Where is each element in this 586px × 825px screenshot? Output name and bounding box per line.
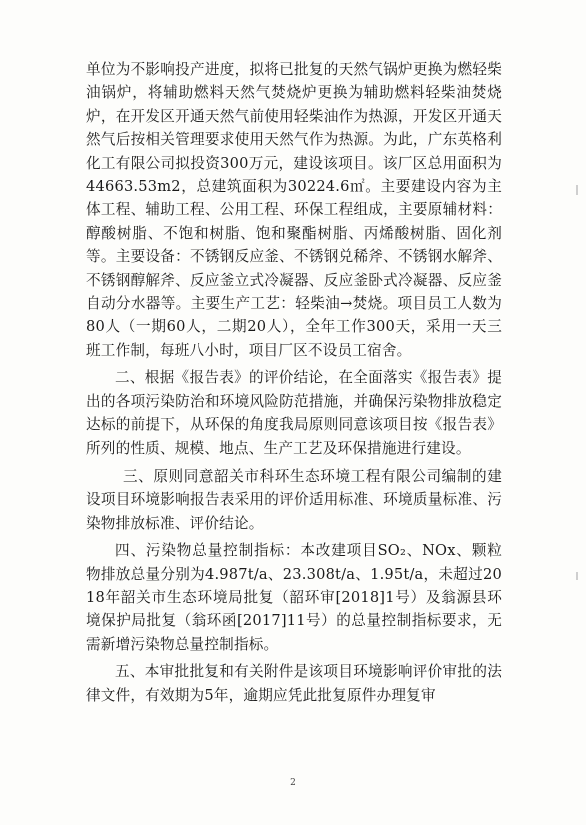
scan-artifact [576, 185, 578, 195]
paragraph-section-2: 二、根据《报告表》的评价结论，在全面落实《报告表》提出的各项污染防治和环境风险防范措施，并确保污染物排放稳定达标的前提下，从环保的角度我局原则同意该项目按《报告表》所列的性质、规模、地点、生产工艺及环保措施进行建设。 [86, 369, 502, 457]
page-number: 2 [290, 778, 296, 788]
paragraph-continued: 单位为不影响投产进度，拟将已批复的天然气锅炉更换为燃轻柴油锅炉，将辅助燃料天然气焚烧炉更换为辅助燃料轻柴油焚烧炉，在开发区开通天然气前使用轻柴油作为热源，开发区开通天然气后按相关管理要求使用天然气作为热源。为此，广东英格利化工有限公司拟投资300万元，建设该项目。该厂区总用面积为44663.53m2，总建筑面积为30224.6㎡。主要建设内容为主体工程、辅助工程、公用工程、环保工程组成，主要原辅材料：醇酸树脂、不饱和树脂、饱和聚酯树脂、丙烯酸树脂、固化剂等。主要设备：不锈钢反应釜、不锈钢兑稀斧、不锈钢水解斧、不锈钢醇解斧、反应釜立式冷凝器、反应釜卧式冷凝器、反应釜自动分水器等。主要生产工艺：轻柴油→焚烧。项目员工人数为80人（一期60人，二期20人），全年工作300天，采用一天三班工作制，每班八小时，项目厂区不设员工宿舍。 [86, 61, 502, 359]
document-body [86, 58, 502, 707]
paragraph-section-3: 三、原则同意韶关市科环生态环境工程有限公司编制的建设项目环境影响报告表采用的评价适用标准、环境质量标准、污染物排放标准、评价结论。 [86, 467, 502, 532]
paragraph-section-4: 四、污染物总量控制指标：本改建项目SO₂、NOx、颗粒物排放总量分别为4.987t/a、23.308t/a、1.95t/a，未超过2018年韶关市生态环境局批复（韶环审[2018]1号）及翁源县环境保护局批复（翁环函[2017]11号）的总量控制指标要求，无需新增污染物总量控制指标。 [86, 542, 502, 653]
paragraph-section-5: 五、本审批批复和有关附件是该项目环境影响评价审批的法律文件，有效期为5年，逾期应凭此批复原件办理复审 [86, 663, 502, 704]
scan-artifact [576, 572, 578, 580]
